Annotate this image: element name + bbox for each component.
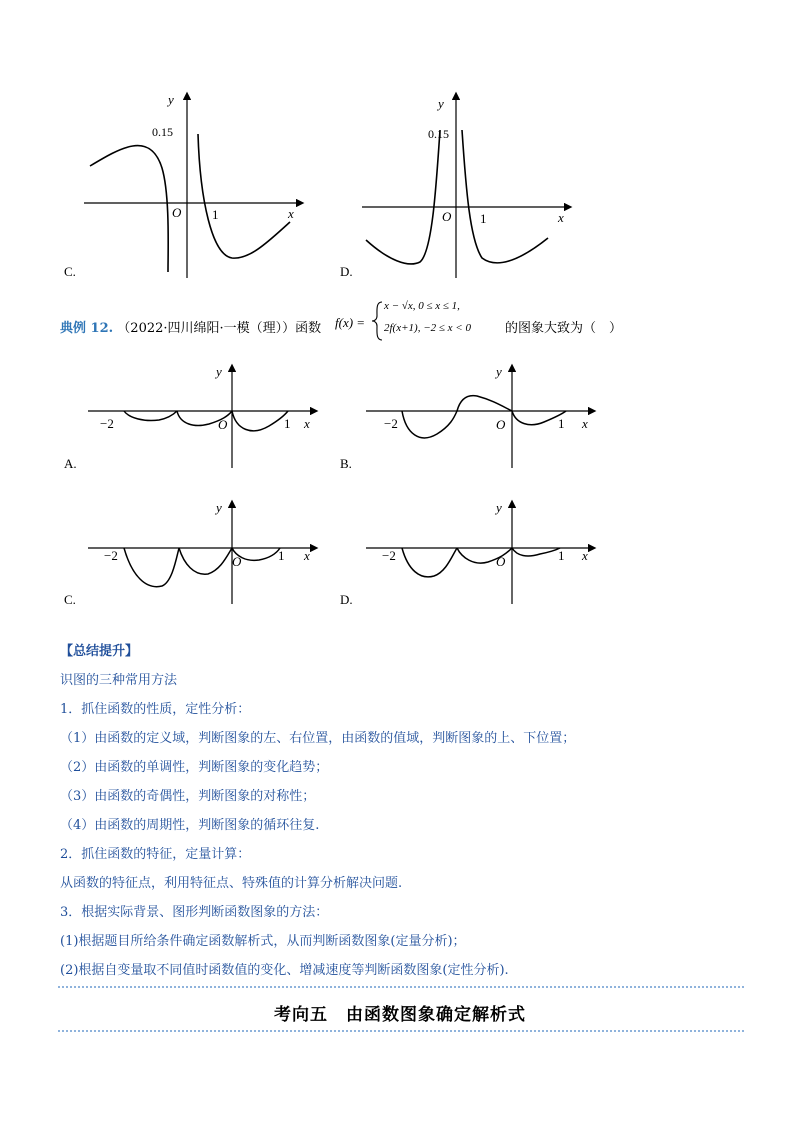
x-axis-label: x — [558, 210, 564, 225]
divider-bottom — [58, 1030, 744, 1032]
brace-icon — [370, 300, 384, 342]
tick-label-neg2: −2 — [384, 416, 398, 431]
tick-label-neg2: −2 — [104, 548, 118, 563]
tick-label-1: 1 — [480, 211, 487, 226]
divider-top — [58, 986, 744, 988]
tick-label-1: 1 — [284, 416, 291, 431]
origin-label: O — [218, 417, 228, 432]
tick-label-015: 0.15 — [428, 127, 449, 141]
curve-left — [366, 130, 440, 264]
example-number: 典例 12. — [60, 321, 114, 336]
summary-line-8: 3．根据实际背景、图形判断函数图象的方法： — [60, 905, 329, 920]
x-axis-label: x — [582, 548, 588, 563]
graph-option-c — [84, 498, 324, 608]
summary-line-3: （2）由函数的单调性，判断图象的变化趋势； — [60, 760, 329, 775]
x-axis-label: x — [304, 416, 310, 431]
graph-option-a — [84, 362, 324, 472]
y-axis-label: y — [496, 500, 502, 515]
x-axis-label: x — [288, 206, 294, 221]
summary-line-9: (1)根据题目所给条件确定函数解析式，从而判断函数图象(定量分析)； — [60, 934, 466, 949]
graph-option-b — [362, 362, 602, 472]
x-axis-label: x — [582, 416, 588, 431]
option-a-label: A. — [64, 456, 77, 471]
section-title: 考向五 由函数图象确定解析式 — [274, 1005, 526, 1025]
graph-option-d-top — [358, 90, 578, 282]
tick-label-015: 0.15 — [152, 125, 173, 139]
option-d-label: D. — [340, 264, 353, 279]
summary-line-4: （3）由函数的奇偶性，判断图象的对称性； — [60, 789, 316, 804]
piece-2: 2f(x+1), −2 ≤ x < 0 — [384, 322, 471, 334]
curve-right — [198, 134, 290, 258]
tick-label-1: 1 — [278, 548, 285, 563]
y-axis-label: y — [168, 92, 174, 107]
tick-label-neg2: −2 — [100, 416, 114, 431]
x-axis-label: x — [304, 548, 310, 563]
y-axis-label: y — [438, 96, 444, 111]
summary-line-6: 2．抓住函数的特征，定量计算： — [60, 847, 251, 862]
y-axis-label: y — [496, 364, 502, 379]
tick-label-1: 1 — [558, 416, 565, 431]
summary-line-10: (2)根据自变量取不同值时函数值的变化、增减速度等判断函数图象(定性分析). — [60, 963, 509, 978]
summary-line-1: 1．抓住函数的性质，定性分析： — [60, 702, 251, 717]
graph-option-c-top — [80, 90, 310, 282]
summary-line-0: 识图的三种常用方法 — [60, 673, 178, 688]
origin-label: O — [496, 554, 506, 569]
piece-1: x − √x, 0 ≤ x ≤ 1, — [384, 300, 460, 312]
summary-title: 【总结提升】 — [60, 644, 139, 659]
tick-label-1: 1 — [558, 548, 565, 563]
example-source: （2022·四川绵阳·一模（理））函数 — [117, 321, 322, 336]
origin-label: O — [496, 417, 506, 432]
origin-label: O — [172, 205, 182, 220]
origin-label: O — [232, 554, 242, 569]
option-b-label: B. — [340, 456, 352, 471]
option-d-label-mid: D. — [340, 592, 353, 607]
y-axis-label: y — [216, 364, 222, 379]
y-axis-label: y — [216, 500, 222, 515]
graph-option-d — [362, 498, 602, 608]
curve-left — [90, 146, 168, 272]
tick-label-1: 1 — [212, 207, 219, 222]
tick-label-neg2: −2 — [382, 548, 396, 563]
example-12-question — [60, 317, 321, 336]
question-tail: 的图象大致为（ ） — [505, 321, 623, 336]
curve-right — [462, 130, 548, 263]
summary-line-7: 从函数的特征点，利用特征点、特殊值的计算分析解决问题. — [60, 876, 403, 891]
function-name: f(x) = — [335, 315, 366, 330]
option-c-label: C. — [64, 264, 76, 279]
summary-line-2: （1）由函数的定义域，判断图象的左、右位置，由函数的值域，判断图象的上、下位置； — [60, 731, 576, 746]
origin-label: O — [442, 209, 452, 224]
option-c-label-mid: C. — [64, 592, 76, 607]
summary-line-5: （4）由函数的周期性，判断图象的循环往复. — [60, 818, 320, 833]
